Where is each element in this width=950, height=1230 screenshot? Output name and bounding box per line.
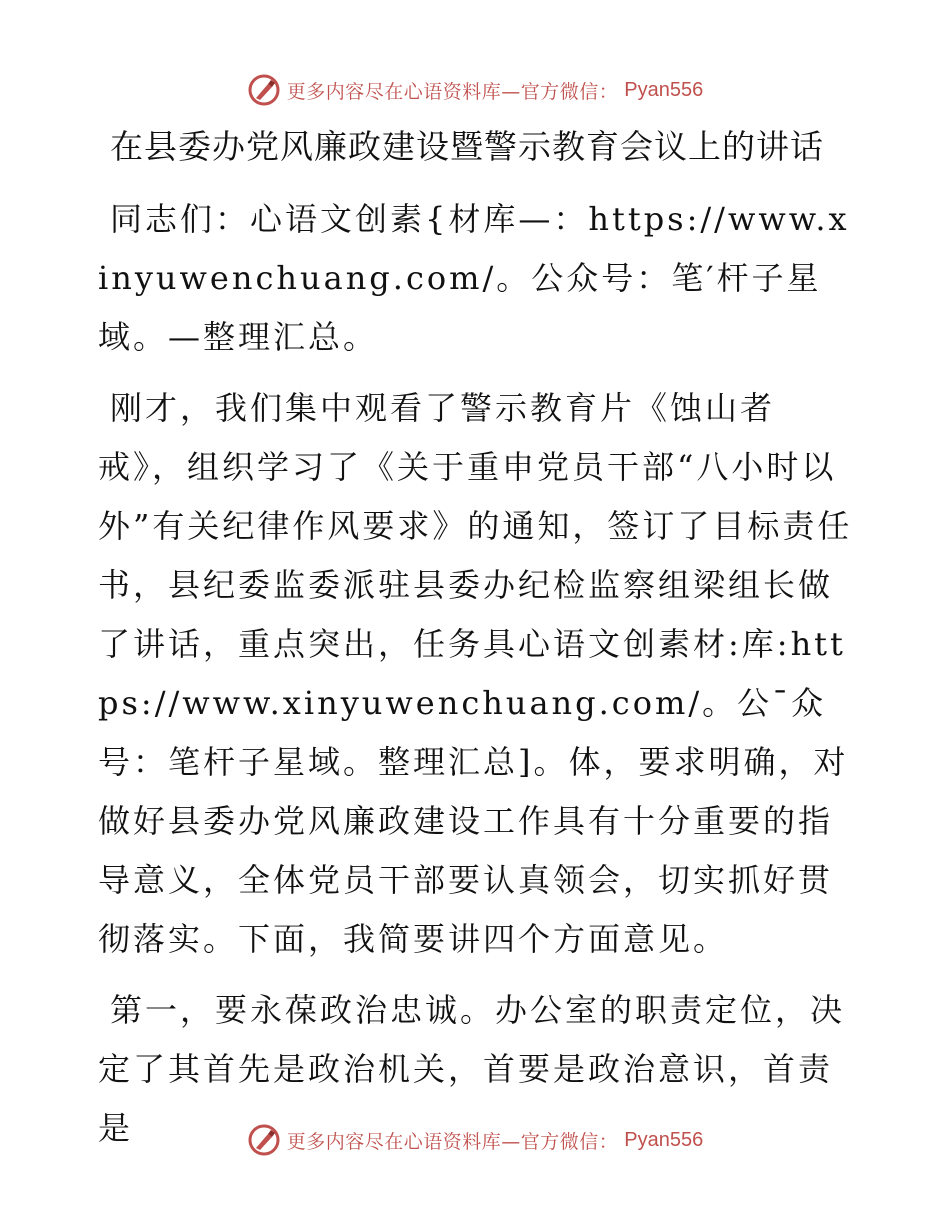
pen-circle-icon — [247, 1123, 281, 1157]
banner-text: 更多内容尽在心语资料库—官方微信： — [286, 1130, 619, 1153]
paragraph-greeting: 同志们：心语文创素{材库—：https://www.xinyuwenchuang.com/。公众号：笔′杆子星域。—整理汇总。 — [98, 200, 850, 356]
document-body — [98, 122, 858, 1170]
paragraph-first-point: 第一，要永葆政治忠诚。办公室的职责定位，决定了其首先是政治机关，首要是政治意识，首责是 — [98, 991, 846, 1147]
banner-wechat-handle: Pyan556 — [624, 78, 704, 101]
footer-banner — [0, 1120, 950, 1160]
banner-text: 更多内容尽在心语资料库—官方微信： — [286, 80, 619, 103]
pen-circle-icon — [247, 73, 281, 107]
header-banner — [0, 70, 950, 110]
paragraph-intro: 刚才，我们集中观看了警示教育片《蚀山者戒》，组织学习了《关于重申党员干部“八小时以外”有关纪律作风要求》的通知，签订了目标责任书，县纪委监委派驻县委办纪检监察组梁组长做了讲话，重点突出，任务具心语文创素材:库:https://www.xinyuwenchuang.com/。公¯众号：笔杆子星域。整理汇总]。体，要求明确，对做好县委办党风廉政建设工作具有十分重要的指导意义，全体党员干部要认真领会，切实抓好贯彻落实。下面，我简要讲四个方面意见。 — [98, 389, 853, 958]
document-title: 在县委办党风廉政建设暨警示教育会议上的讲话 — [110, 127, 824, 166]
banner-wechat-handle: Pyan556 — [624, 1128, 704, 1151]
